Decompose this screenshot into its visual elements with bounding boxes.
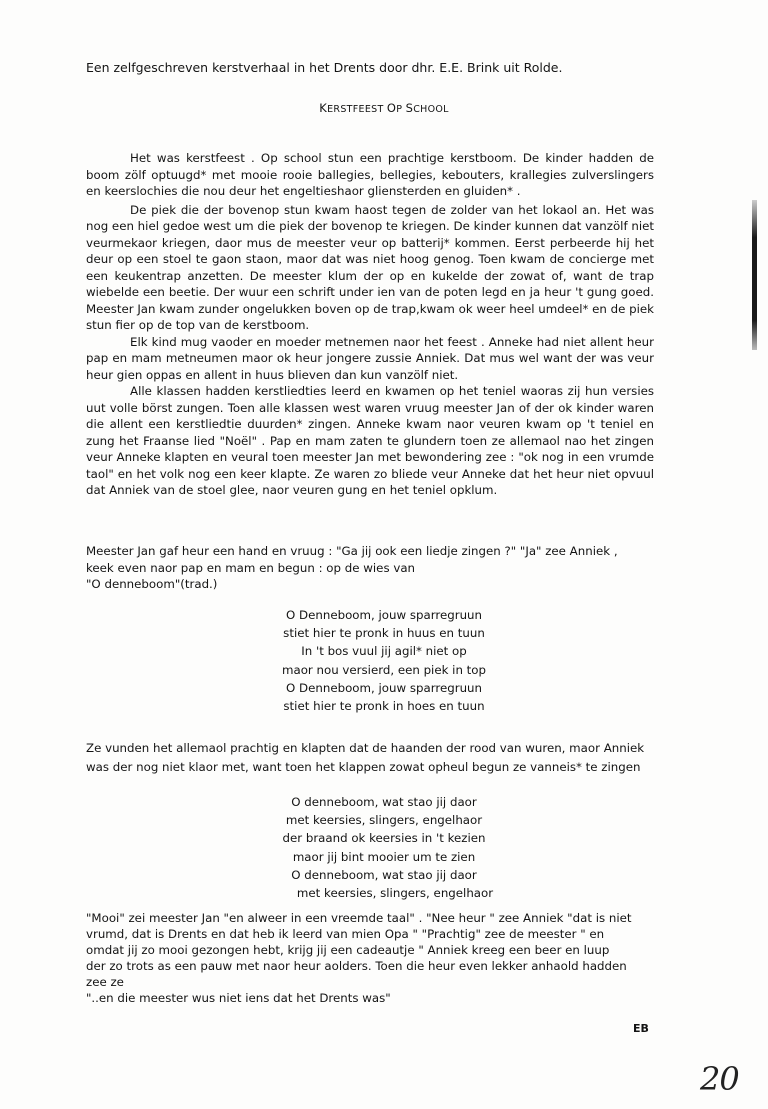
- poem-line: O Denneboom, jouw sparregruun: [286, 680, 482, 695]
- text-line: vrumd, dat is Drents en dat heb ik leerd van mien Opa " "Prachtig" zee de meester " en: [86, 927, 605, 941]
- text-line: omdat jij zo mooi gezongen hebt, krijg jij een cadeautje " Anniek kreeg een beer en luup: [86, 943, 610, 957]
- story-body: [86, 150, 654, 499]
- text-line: der zo trots as een pauw met naor heur aolders. Toen die heur even lekker anhaold hadden: [86, 959, 627, 973]
- author-initials: EB: [633, 1022, 649, 1035]
- page-number: 20: [700, 1060, 739, 1098]
- poem-line: stiet hier te pronk in huus en tuun: [283, 626, 485, 641]
- poem-line: met keersies, slingers, engelhaor: [296, 886, 494, 901]
- paragraph: Alle klassen hadden kerstliedties leerd en kwamen op het teniel waoras zij hun versies uut volle börst zungen. Toen alle klassen west waren vruug meester Jan of der ok kinder waren die allent een kerstliedtie duurden* zingen. Anneke kwam naor veuren kwam op 't teniel en zung het Fraanse lied "Noël" . Pap en mam zaten te glundern toen ze allemaol nao het zingen veur Anneke klapten en veural toen meester Jan met bewondering zee : "ok nog in een vrumde taol" en het volk nog een keer klapte. Ze waren zo bliede veur Anneke dat het heur niet opvuul dat Anniek van de stoel glee, naor veuren gung en het teniel opklum.: [86, 384, 654, 497]
- text-line: was der nog niet klaor met, want toen het klappen zowat opheul begun ze vanneis* te zingen: [86, 760, 641, 774]
- poem-second: [0, 793, 768, 902]
- middle-text: [86, 739, 654, 777]
- text-line: Meester Jan gaf heur een hand en vruug : "Ga jij ook een liedje zingen ?" "Ja" zee Anniek ,: [86, 544, 618, 558]
- text-line: "Mooi" zei meester Jan "en alweer in een vreemde taal" . "Nee heur " zee Anniek "dat is niet: [86, 911, 632, 925]
- text-line: Ze vunden het allemaol prachtig en klapten dat de haanden der rood van wuren, maor Anniek: [86, 741, 645, 755]
- ending-text: [86, 910, 654, 1006]
- poem-line: O denneboom, wat stao jij daor: [291, 795, 477, 809]
- text-line: "O denneboom"(trad.): [86, 577, 218, 591]
- page-header: Een zelfgeschreven kerstverhaal in het Drents door dhr. E.E. Brink uit Rolde.: [86, 60, 563, 75]
- poem-line: der braand ok keersies in 't kezien: [282, 831, 486, 846]
- poem-line: O denneboom, wat stao jij daor: [291, 867, 477, 882]
- text-line: zee ze: [86, 975, 124, 989]
- song-intro: [86, 543, 618, 593]
- text-line: keek even naor pap en mam en begun : op de wies van: [86, 560, 416, 575]
- text-line: "..en die meester wus niet iens dat het Drents was": [86, 991, 391, 1005]
- paragraph: De piek die der bovenop stun kwam haost tegen de zolder van het lokaol an. Het was nog een hiel gedoe west um die piek der bovenop te kriegen. De kinder kunnen dat vanzölf niet veurmekaor kriegen, daor mus de meester veur op batterij* kommen. Eerst perbeerde hij het deur op een stoel te gaon staon, maor dat was niet hoog genog. Toen kwam de concierge met een keukentrap anzetten. De meester klum der op en kukelde der zowat of, want de trap wiebelde een beetie. Der wuur een schrift under ien van de poten legd en ja heur 't gung goed. Meester Jan kwam zunder ongelukken boven op de trap,kwam ok weer heel umdeel* en de piek stun fier op de top van de kerstboom.: [86, 202, 654, 332]
- poem-line: maor nou versierd, een piek in top: [281, 662, 487, 677]
- poem-line: maor jij bint mooier um te zien: [292, 849, 476, 864]
- paragraph: Het was kerstfeest . Op school stun een prachtige kerstboom. De kinder hadden de boom zölf optuugd* met mooie rooie ballegies, bellegies, kebouters, krallegies zulverslingers en keerslochies die nou deur het engeltieshaor gliensterden en gluiden* .: [86, 151, 654, 198]
- story-title-text: KERSTFEEST OP SCHOOL: [319, 101, 449, 115]
- poem-line: stiet hier te pronk in hoes en tuun: [283, 699, 485, 714]
- paragraph: Elk kind mug vaoder en moeder metnemen naor het feest . Anneke had niet allent heur pap en mam metneumen maor ok heur jongere zussie Anniek. Dat mus wel want der was veur heur gien oppas en allent in huus blieven dan kun vanzölf niet.: [86, 334, 654, 382]
- poem-first: [0, 606, 768, 715]
- story-title: [0, 101, 768, 115]
- poem-line: In 't bos vuul jij agil* niet op: [301, 644, 467, 659]
- scan-edge-shadow: [752, 200, 757, 350]
- poem-line: met keersies, slingers, engelhaor: [285, 813, 483, 828]
- poem-line: O Denneboom, jouw sparregruun: [286, 608, 482, 622]
